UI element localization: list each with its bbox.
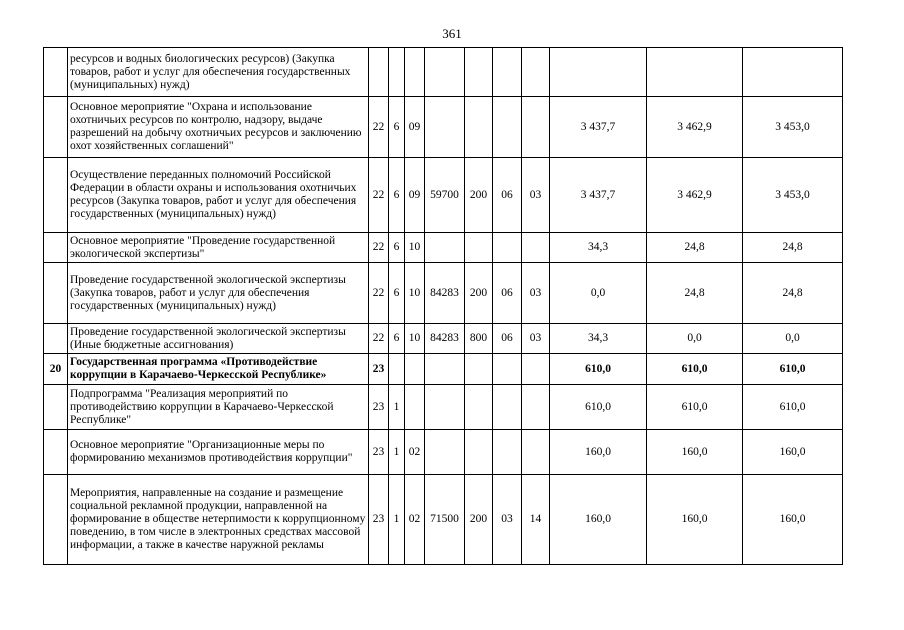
subprogram-code bbox=[389, 354, 405, 385]
activity-code: 10 bbox=[405, 263, 425, 324]
amount-year-2: 610,0 bbox=[647, 385, 743, 430]
subsection-code: 03 bbox=[522, 263, 550, 324]
table-row bbox=[44, 385, 843, 430]
section-code bbox=[493, 97, 522, 158]
amount-year-1: 610,0 bbox=[550, 385, 647, 430]
activity-code: 10 bbox=[405, 233, 425, 263]
program-code: 22 bbox=[369, 233, 389, 263]
row-description: ресурсов и водных биологических ресурсов) (Закупка товаров, работ и услуг для обеспечения государственных (муниципальных) нужд) bbox=[68, 48, 369, 97]
row-number: 20 bbox=[44, 354, 68, 385]
expense-type-code: 200 bbox=[465, 475, 493, 565]
table-row bbox=[44, 430, 843, 475]
page-number: 361 bbox=[442, 26, 462, 41]
subsection-code: 03 bbox=[522, 158, 550, 233]
expense-type-code bbox=[465, 385, 493, 430]
amount-year-2: 24,8 bbox=[647, 263, 743, 324]
amount-year-3: 0,0 bbox=[743, 324, 843, 354]
amount-year-3: 610,0 bbox=[743, 354, 843, 385]
amount-year-3: 160,0 bbox=[743, 430, 843, 475]
section-code bbox=[493, 430, 522, 475]
amount-year-1: 34,3 bbox=[550, 233, 647, 263]
activity-code: 10 bbox=[405, 324, 425, 354]
row-number bbox=[44, 48, 68, 97]
expense-type-code: 200 bbox=[465, 158, 493, 233]
program-code: 23 bbox=[369, 354, 389, 385]
table-body bbox=[44, 48, 843, 565]
section-code: 06 bbox=[493, 324, 522, 354]
amount-year-2: 610,0 bbox=[647, 354, 743, 385]
section-code: 03 bbox=[493, 475, 522, 565]
amount-year-2: 160,0 bbox=[647, 430, 743, 475]
subprogram-code bbox=[389, 48, 405, 97]
amount-year-3: 24,8 bbox=[743, 263, 843, 324]
subsection-code bbox=[522, 354, 550, 385]
subsection-code bbox=[522, 430, 550, 475]
amount-year-1: 610,0 bbox=[550, 354, 647, 385]
row-number bbox=[44, 475, 68, 565]
row-number bbox=[44, 97, 68, 158]
row-number bbox=[44, 233, 68, 263]
row-description: Основное мероприятие "Проведение государственной экологической экспертизы" bbox=[68, 233, 369, 263]
row-description: Подпрограмма "Реализация мероприятий по противодействию коррупции в Карачаево-Черкесской Республике" bbox=[68, 385, 369, 430]
amount-year-3: 3 453,0 bbox=[743, 97, 843, 158]
direction-code bbox=[425, 354, 465, 385]
direction-code: 84283 bbox=[425, 263, 465, 324]
table-row bbox=[44, 475, 843, 565]
row-description: Государственная программа «Противодействие коррупции в Карачаево-Черкесской Республике» bbox=[68, 354, 369, 385]
table-row bbox=[44, 354, 843, 385]
amount-year-2: 3 462,9 bbox=[647, 97, 743, 158]
expense-type-code bbox=[465, 430, 493, 475]
amount-year-3 bbox=[743, 48, 843, 97]
amount-year-2 bbox=[647, 48, 743, 97]
subprogram-code: 1 bbox=[389, 475, 405, 565]
amount-year-1: 34,3 bbox=[550, 324, 647, 354]
direction-code: 59700 bbox=[425, 158, 465, 233]
amount-year-1: 0,0 bbox=[550, 263, 647, 324]
activity-code: 02 bbox=[405, 430, 425, 475]
subsection-code bbox=[522, 97, 550, 158]
subprogram-code: 6 bbox=[389, 158, 405, 233]
amount-year-3: 24,8 bbox=[743, 233, 843, 263]
amount-year-3: 610,0 bbox=[743, 385, 843, 430]
table-row bbox=[44, 263, 843, 324]
direction-code bbox=[425, 233, 465, 263]
subprogram-code: 6 bbox=[389, 324, 405, 354]
activity-code: 09 bbox=[405, 158, 425, 233]
section-code: 06 bbox=[493, 158, 522, 233]
amount-year-1: 160,0 bbox=[550, 475, 647, 565]
expense-type-code bbox=[465, 233, 493, 263]
amount-year-1: 160,0 bbox=[550, 430, 647, 475]
row-number bbox=[44, 263, 68, 324]
table-row bbox=[44, 324, 843, 354]
row-description: Проведение государственной экологической экспертизы (Закупка товаров, работ и услуг для обеспечения государственных (муниципальных) нужд) bbox=[68, 263, 369, 324]
table-row bbox=[44, 97, 843, 158]
subsection-code bbox=[522, 233, 550, 263]
subprogram-code: 1 bbox=[389, 430, 405, 475]
section-code bbox=[493, 48, 522, 97]
row-description: Осуществление переданных полномочий Российской Федерации в области охраны и использования охотничьих ресурсов (Закупка товаров, работ и услуг для обеспечения государственных (муниципальных) нужд) bbox=[68, 158, 369, 233]
section-code bbox=[493, 233, 522, 263]
section-code bbox=[493, 385, 522, 430]
program-code bbox=[369, 48, 389, 97]
subsection-code bbox=[522, 48, 550, 97]
amount-year-1: 3 437,7 bbox=[550, 158, 647, 233]
activity-code: 09 bbox=[405, 97, 425, 158]
row-description: Проведение государственной экологической экспертизы (Иные бюджетные ассигнования) bbox=[68, 324, 369, 354]
expense-type-code: 200 bbox=[465, 263, 493, 324]
amount-year-2: 3 462,9 bbox=[647, 158, 743, 233]
amount-year-1 bbox=[550, 48, 647, 97]
subsection-code: 14 bbox=[522, 475, 550, 565]
amount-year-2: 0,0 bbox=[647, 324, 743, 354]
program-code: 22 bbox=[369, 263, 389, 324]
subprogram-code: 6 bbox=[389, 233, 405, 263]
amount-year-1: 3 437,7 bbox=[550, 97, 647, 158]
expense-type-code: 800 bbox=[465, 324, 493, 354]
row-number bbox=[44, 324, 68, 354]
program-code: 23 bbox=[369, 430, 389, 475]
row-number bbox=[44, 158, 68, 233]
direction-code: 71500 bbox=[425, 475, 465, 565]
budget-table bbox=[43, 47, 843, 565]
activity-code bbox=[405, 385, 425, 430]
program-code: 22 bbox=[369, 97, 389, 158]
activity-code: 02 bbox=[405, 475, 425, 565]
amount-year-2: 24,8 bbox=[647, 233, 743, 263]
expense-type-code bbox=[465, 354, 493, 385]
subsection-code: 03 bbox=[522, 324, 550, 354]
direction-code bbox=[425, 385, 465, 430]
table-row bbox=[44, 48, 843, 97]
table-row bbox=[44, 158, 843, 233]
program-code: 22 bbox=[369, 158, 389, 233]
expense-type-code bbox=[465, 97, 493, 158]
subsection-code bbox=[522, 385, 550, 430]
row-description: Основное мероприятие "Охрана и использование охотничьих ресурсов по контролю, надзору, выдаче разрешений на добычу охотничьих ресурсов и заключению охот хозяйственных соглашений" bbox=[68, 97, 369, 158]
direction-code bbox=[425, 97, 465, 158]
program-code: 23 bbox=[369, 385, 389, 430]
row-number bbox=[44, 430, 68, 475]
section-code: 06 bbox=[493, 263, 522, 324]
subprogram-code: 1 bbox=[389, 385, 405, 430]
subprogram-code: 6 bbox=[389, 263, 405, 324]
program-code: 22 bbox=[369, 324, 389, 354]
activity-code bbox=[405, 354, 425, 385]
activity-code bbox=[405, 48, 425, 97]
row-number bbox=[44, 385, 68, 430]
amount-year-2: 160,0 bbox=[647, 475, 743, 565]
direction-code: 84283 bbox=[425, 324, 465, 354]
row-description: Мероприятия, направленные на создание и размещение социальной рекламной продукции, направленной на формирование в обществе нетерпимости к коррупционному поведению, в том числе в электронных средствах массовой информации, а также в качестве наружной рекламы bbox=[68, 475, 369, 565]
section-code bbox=[493, 354, 522, 385]
table-row bbox=[44, 233, 843, 263]
subprogram-code: 6 bbox=[389, 97, 405, 158]
direction-code bbox=[425, 430, 465, 475]
row-description: Основное мероприятие "Организационные меры по формированию механизмов противодействия коррупции" bbox=[68, 430, 369, 475]
expense-type-code bbox=[465, 48, 493, 97]
program-code: 23 bbox=[369, 475, 389, 565]
amount-year-3: 3 453,0 bbox=[743, 158, 843, 233]
direction-code bbox=[425, 48, 465, 97]
amount-year-3: 160,0 bbox=[743, 475, 843, 565]
